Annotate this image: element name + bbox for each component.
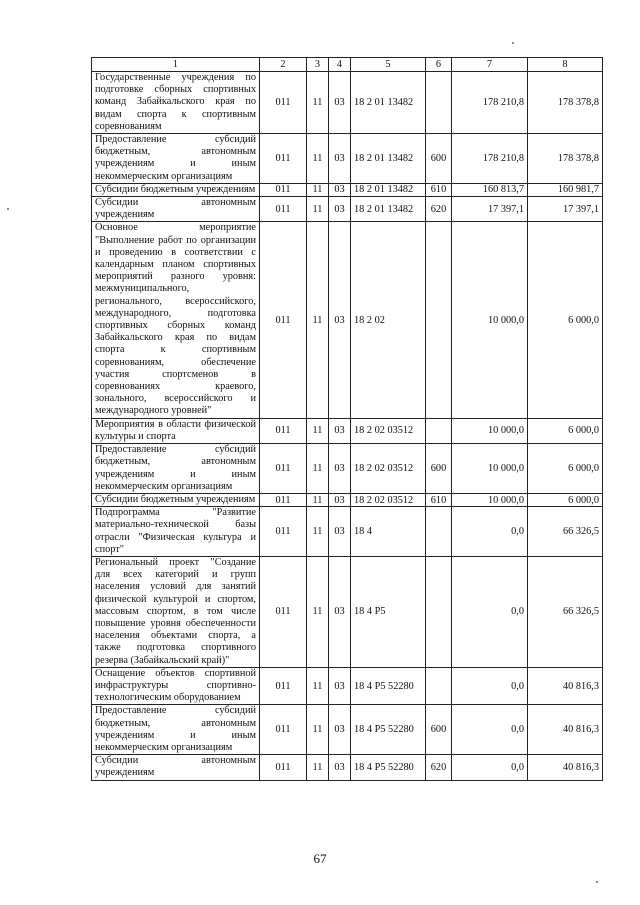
row-amount-col7: 0,0 xyxy=(452,705,528,755)
row-expense-type: 620 xyxy=(426,197,452,222)
row-expense-type: 620 xyxy=(426,755,452,780)
row-expense-type xyxy=(426,72,452,134)
row-subsection: 03 xyxy=(329,755,351,780)
row-subsection: 03 xyxy=(329,444,351,494)
row-amount-col8: 178 378,8 xyxy=(528,72,603,134)
row-ministry-code: 011 xyxy=(260,183,307,196)
row-name: Субсидии автономным учреждениям xyxy=(92,755,260,780)
row-expense-type: 610 xyxy=(426,493,452,506)
row-amount-col8: 160 981,7 xyxy=(528,183,603,196)
row-ministry-code: 011 xyxy=(260,222,307,418)
row-section: 11 xyxy=(307,556,329,667)
table-row xyxy=(92,183,603,196)
table-row xyxy=(92,418,603,443)
row-ministry-code: 011 xyxy=(260,444,307,494)
row-amount-col8: 40 816,3 xyxy=(528,705,603,755)
row-ministry-code: 011 xyxy=(260,418,307,443)
row-subsection: 03 xyxy=(329,222,351,418)
header-col-5: 5 xyxy=(351,58,426,72)
row-amount-col7: 0,0 xyxy=(452,556,528,667)
row-ministry-code: 011 xyxy=(260,197,307,222)
header-col-4: 4 xyxy=(329,58,351,72)
row-expense-type xyxy=(426,507,452,557)
row-name: Предоставление субсидий бюджетным, автономным учреждениям и иным некоммерческим организациям xyxy=(92,705,260,755)
row-name: Основное мероприятие "Выполнение работ по организации и проведению в соответствии с календарным планом спортивных мероприятий разного уровня: межмуниципального, регионального, всероссийского, международного, подготовка спортивных сборных команд Забайкальского края по видам спорта к спортивным соревнованиям, обеспечение участия спортсменов в соревнованиях краевого, зонального, всероссийского и международного уровней" xyxy=(92,222,260,418)
row-amount-col8: 40 816,3 xyxy=(528,755,603,780)
row-ministry-code: 011 xyxy=(260,134,307,184)
row-expense-type xyxy=(426,556,452,667)
row-target-article: 18 4 P5 52280 xyxy=(351,705,426,755)
table-row xyxy=(92,667,603,705)
row-expense-type: 600 xyxy=(426,444,452,494)
header-col-7: 7 xyxy=(452,58,528,72)
row-target-article: 18 4 P5 52280 xyxy=(351,667,426,705)
row-expense-type: 600 xyxy=(426,705,452,755)
row-target-article: 18 2 01 13482 xyxy=(351,134,426,184)
row-amount-col8: 66 326,5 xyxy=(528,556,603,667)
row-ministry-code: 011 xyxy=(260,755,307,780)
row-amount-col7: 0,0 xyxy=(452,667,528,705)
row-subsection: 03 xyxy=(329,183,351,196)
row-subsection: 03 xyxy=(329,493,351,506)
row-name: Государственные учреждения по подготовке сборных спортивных команд Забайкальского края по видам спорта к спортивным соревнованиям xyxy=(92,72,260,134)
header-col-2: 2 xyxy=(260,58,307,72)
row-amount-col8: 40 816,3 xyxy=(528,667,603,705)
row-target-article: 18 2 01 13482 xyxy=(351,183,426,196)
row-amount-col8: 17 397,1 xyxy=(528,197,603,222)
row-section: 11 xyxy=(307,183,329,196)
row-section: 11 xyxy=(307,493,329,506)
header-col-1: 1 xyxy=(92,58,260,72)
row-target-article: 18 2 02 03512 xyxy=(351,418,426,443)
table-row xyxy=(92,197,603,222)
row-subsection: 03 xyxy=(329,667,351,705)
row-name: Предоставление субсидий бюджетным, автономным учреждениям и иным некоммерческим организациям xyxy=(92,134,260,184)
row-section: 11 xyxy=(307,134,329,184)
row-amount-col8: 66 326,5 xyxy=(528,507,603,557)
row-subsection: 03 xyxy=(329,197,351,222)
row-name: Подпрограмма "Развитие материально-технической базы отрасли "Физическая культура и спорт" xyxy=(92,507,260,557)
row-target-article: 18 2 02 03512 xyxy=(351,493,426,506)
page-number: 67 xyxy=(313,851,327,866)
header-row xyxy=(92,58,603,72)
table-row xyxy=(92,507,603,557)
row-name: Субсидии автономным учреждениям xyxy=(92,197,260,222)
row-amount-col8: 178 378,8 xyxy=(528,134,603,184)
row-name: Региональный проект "Создание для всех категорий и групп населения условий для занятий физической культурой и спортом, массовым спортом, в том числе повышение уровня обеспеченности населения объектами спорта, а также подготовка спортивного резерва (Забайкальский край)" xyxy=(92,556,260,667)
row-ministry-code: 011 xyxy=(260,507,307,557)
row-section: 11 xyxy=(307,418,329,443)
table-row xyxy=(92,134,603,184)
budget-table xyxy=(91,57,603,781)
row-name: Субсидии бюджетным учреждениям xyxy=(92,183,260,196)
row-amount-col7: 0,0 xyxy=(452,755,528,780)
row-amount-col7: 10 000,0 xyxy=(452,222,528,418)
row-subsection: 03 xyxy=(329,418,351,443)
row-name: Субсидии бюджетным учреждениям xyxy=(92,493,260,506)
row-amount-col7: 160 813,7 xyxy=(452,183,528,196)
header-col-3: 3 xyxy=(307,58,329,72)
table-row xyxy=(92,556,603,667)
table-row xyxy=(92,705,603,755)
row-target-article: 18 4 xyxy=(351,507,426,557)
row-name: Оснащение объектов спортивной инфраструктуры спортивно-технологическим оборудованием xyxy=(92,667,260,705)
row-amount-col8: 6 000,0 xyxy=(528,222,603,418)
row-expense-type: 610 xyxy=(426,183,452,196)
row-amount-col7: 178 210,8 xyxy=(452,134,528,184)
row-ministry-code: 011 xyxy=(260,493,307,506)
row-amount-col7: 10 000,0 xyxy=(452,418,528,443)
row-ministry-code: 011 xyxy=(260,667,307,705)
row-expense-type: 600 xyxy=(426,134,452,184)
row-section: 11 xyxy=(307,507,329,557)
row-name: Мероприятия в области физической культуры и спорта xyxy=(92,418,260,443)
header-col-8: 8 xyxy=(528,58,603,72)
row-target-article: 18 2 02 03512 xyxy=(351,444,426,494)
row-name: Предоставление субсидий бюджетным, автономным учреждениям и иным некоммерческим организациям xyxy=(92,444,260,494)
row-section: 11 xyxy=(307,222,329,418)
row-subsection: 03 xyxy=(329,507,351,557)
row-target-article: 18 4 P5 52280 xyxy=(351,755,426,780)
row-amount-col8: 6 000,0 xyxy=(528,418,603,443)
scan-speck xyxy=(7,208,9,210)
row-target-article: 18 2 01 13482 xyxy=(351,197,426,222)
row-ministry-code: 011 xyxy=(260,72,307,134)
table-row xyxy=(92,222,603,418)
table-row xyxy=(92,444,603,494)
row-amount-col7: 10 000,0 xyxy=(452,444,528,494)
row-amount-col7: 178 210,8 xyxy=(452,72,528,134)
row-amount-col8: 6 000,0 xyxy=(528,493,603,506)
row-section: 11 xyxy=(307,444,329,494)
row-subsection: 03 xyxy=(329,556,351,667)
row-amount-col7: 0,0 xyxy=(452,507,528,557)
row-target-article: 18 2 01 13482 xyxy=(351,72,426,134)
row-expense-type xyxy=(426,418,452,443)
table-row xyxy=(92,493,603,506)
row-amount-col7: 10 000,0 xyxy=(452,493,528,506)
row-subsection: 03 xyxy=(329,72,351,134)
row-subsection: 03 xyxy=(329,705,351,755)
row-target-article: 18 2 02 xyxy=(351,222,426,418)
table-row xyxy=(92,755,603,780)
row-section: 11 xyxy=(307,72,329,134)
row-section: 11 xyxy=(307,667,329,705)
table-row xyxy=(92,72,603,134)
header-col-6: 6 xyxy=(426,58,452,72)
row-ministry-code: 011 xyxy=(260,556,307,667)
row-section: 11 xyxy=(307,197,329,222)
scan-speck xyxy=(596,881,598,883)
row-subsection: 03 xyxy=(329,134,351,184)
row-expense-type xyxy=(426,222,452,418)
row-section: 11 xyxy=(307,705,329,755)
scan-speck xyxy=(512,42,514,44)
row-ministry-code: 011 xyxy=(260,705,307,755)
row-expense-type xyxy=(426,667,452,705)
row-section: 11 xyxy=(307,755,329,780)
row-amount-col8: 6 000,0 xyxy=(528,444,603,494)
row-amount-col7: 17 397,1 xyxy=(452,197,528,222)
row-target-article: 18 4 P5 xyxy=(351,556,426,667)
